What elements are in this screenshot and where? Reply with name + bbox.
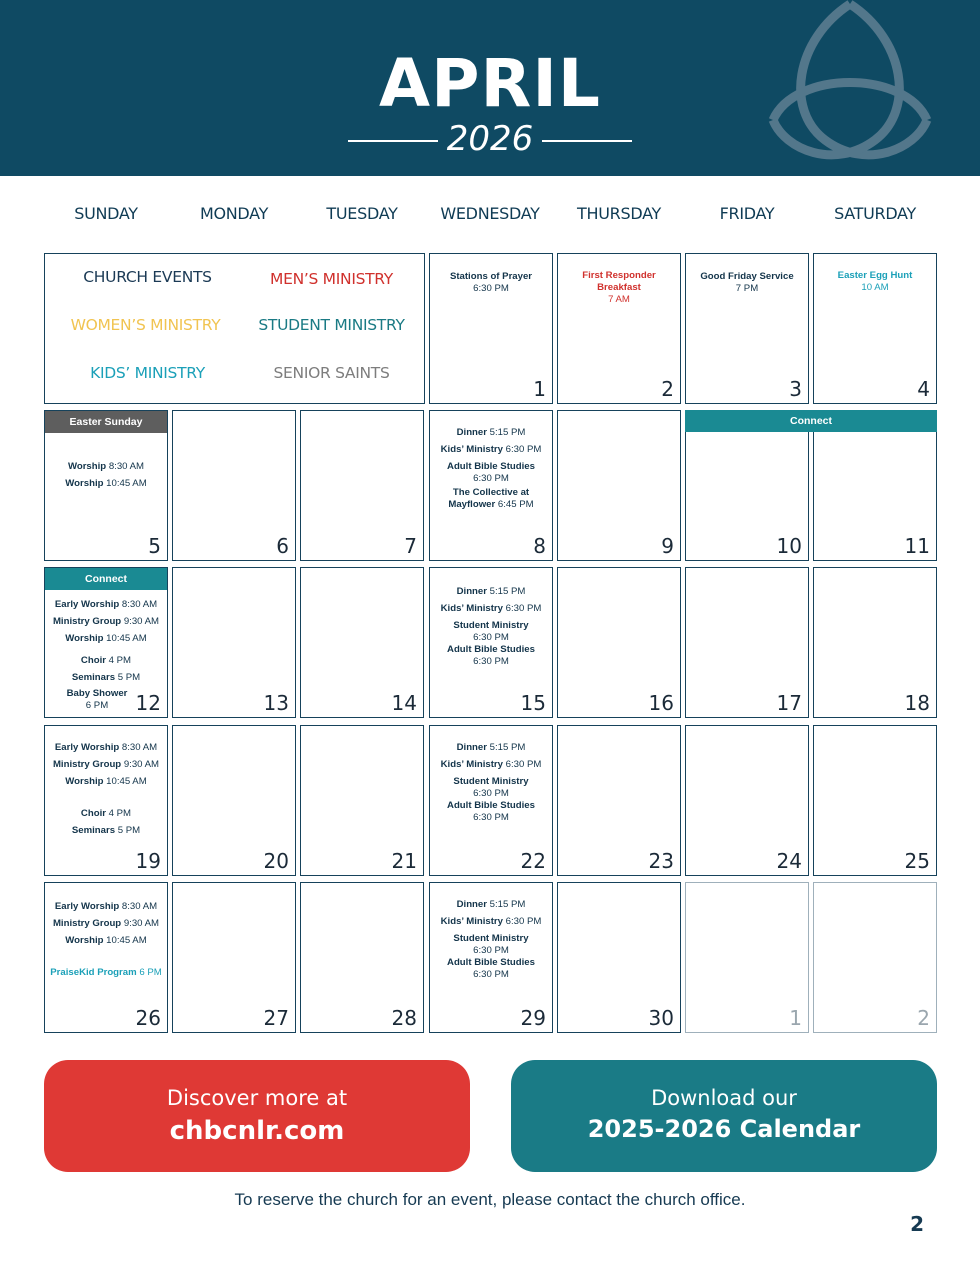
weekday-saturday: SATURDAY — [834, 204, 916, 223]
discover-url: chbcnlr.com — [169, 1116, 345, 1146]
day-cell[interactable] — [172, 882, 296, 1033]
day-number: 30 — [648, 1006, 674, 1030]
event-item: Stations of Prayer 6:30 PM — [449, 271, 533, 294]
event-item: Early Worship 8:30 AM — [54, 742, 158, 753]
event-item: Worship 10:45 AM — [65, 478, 147, 489]
day-cell[interactable] — [44, 410, 168, 561]
day-number: 10 — [776, 534, 802, 558]
event-item: Kids’ Ministry 6:30 PM — [440, 444, 542, 455]
day-number: 8 — [533, 534, 546, 558]
month-title: APRIL — [379, 45, 601, 122]
event-item: The Collective at Mayflower 6:45 PM — [448, 487, 534, 510]
day-number: 12 — [135, 691, 161, 715]
legend-church-events: CHURCH EVENTS — [83, 268, 212, 286]
event-item: Worship 8:30 AM — [67, 461, 145, 472]
day-number: 1 — [789, 1006, 802, 1030]
year-row — [0, 116, 980, 162]
event-item: PraiseKid Program 6 PM — [50, 967, 162, 978]
legend-kids-ministry: KIDS’ MINISTRY — [90, 364, 205, 382]
easter-sunday-banner: Easter Sunday — [45, 411, 167, 433]
day-number: 1 — [533, 377, 546, 401]
day-cell[interactable] — [300, 567, 424, 718]
day-cell[interactable] — [557, 253, 681, 404]
day-number: 26 — [135, 1006, 161, 1030]
event-item: Adult Bible Studies 6:30 PM — [447, 644, 535, 667]
event-item: Worship 10:45 AM — [65, 935, 147, 946]
day-cell[interactable] — [429, 725, 553, 876]
day-cell[interactable] — [172, 567, 296, 718]
day-cell[interactable] — [813, 410, 937, 561]
day-number: 21 — [391, 849, 417, 873]
event-item: Worship 10:45 AM — [65, 633, 147, 644]
day-cell[interactable] — [557, 882, 681, 1033]
day-cell[interactable] — [685, 253, 809, 404]
connect-banner: Connect — [45, 568, 167, 590]
event-item: Ministry Group 9:30 AM — [52, 616, 160, 627]
day-cell[interactable] — [44, 567, 168, 718]
day-number: 29 — [520, 1006, 546, 1030]
event-item: Baby Shower 6 PM — [66, 688, 128, 711]
event-item: Kids’ Ministry 6:30 PM — [440, 759, 542, 770]
day-cell[interactable] — [300, 410, 424, 561]
connect-banner: Connect — [685, 410, 937, 432]
event-item: Dinner 5:15 PM — [456, 742, 526, 753]
day-cell[interactable] — [429, 567, 553, 718]
weekday-wednesday: WEDNESDAY — [440, 204, 540, 223]
discover-line1: Discover more at — [166, 1086, 348, 1110]
day-number: 19 — [135, 849, 161, 873]
event-item: Choir 4 PM — [80, 808, 132, 819]
day-number: 7 — [404, 534, 417, 558]
event-item: Adult Bible Studies 6:30 PM — [447, 461, 535, 484]
day-cell[interactable] — [172, 725, 296, 876]
event-item: Student Ministry 6:30 PM — [453, 933, 529, 956]
day-number: 25 — [904, 849, 930, 873]
day-number: 28 — [391, 1006, 417, 1030]
day-cell[interactable] — [685, 725, 809, 876]
weekday-sunday: SUNDAY — [74, 204, 138, 223]
event-item: Kids’ Ministry 6:30 PM — [440, 603, 542, 614]
day-number: 14 — [391, 691, 417, 715]
event-item: Early Worship 8:30 AM — [54, 599, 158, 610]
day-cell[interactable] — [813, 253, 937, 404]
event-item: Choir 4 PM — [80, 655, 132, 666]
legend-mens-ministry: MEN’S MINISTRY — [270, 270, 393, 288]
day-number: 6 — [276, 534, 289, 558]
day-cell[interactable] — [429, 882, 553, 1033]
legend-womens-ministry: WOMEN’S MINISTRY — [70, 316, 221, 334]
year-title: 2026 — [446, 119, 534, 159]
weekday-thursday: THURSDAY — [577, 204, 661, 223]
event-item: Ministry Group 9:30 AM — [52, 759, 160, 770]
event-item: Kids’ Ministry 6:30 PM — [440, 916, 542, 927]
weekday-tuesday: TUESDAY — [326, 204, 398, 223]
next-month-day-cell — [813, 882, 937, 1033]
legend-student-ministry: STUDENT MINISTRY — [258, 316, 405, 334]
day-cell[interactable] — [813, 725, 937, 876]
day-number: 16 — [648, 691, 674, 715]
event-item: Dinner 5:15 PM — [456, 586, 526, 597]
day-cell[interactable] — [557, 725, 681, 876]
event-item: Easter Egg Hunt 10 AM — [837, 270, 913, 293]
weekday-monday: MONDAY — [199, 204, 269, 223]
day-number: 9 — [661, 534, 674, 558]
legend-senior-saints: SENIOR SAINTS — [273, 364, 390, 382]
day-cell[interactable] — [429, 253, 553, 404]
download-line2: 2025-2026 Calendar — [587, 1115, 861, 1143]
event-item: Adult Bible Studies 6:30 PM — [447, 800, 535, 823]
event-item: Adult Bible Studies 6:30 PM — [447, 957, 535, 980]
event-item: Dinner 5:15 PM — [456, 899, 526, 910]
event-item: Dinner 5:15 PM — [456, 427, 526, 438]
day-number: 18 — [904, 691, 930, 715]
day-number: 15 — [520, 691, 546, 715]
day-cell[interactable] — [44, 882, 168, 1033]
day-number: 23 — [648, 849, 674, 873]
day-cell[interactable] — [685, 410, 809, 561]
day-number: 11 — [904, 534, 930, 558]
event-item: First Responder Breakfast 7 AM — [582, 270, 656, 305]
reservation-note: To reserve the church for an event, please contact the church office. — [234, 1190, 746, 1209]
weekday-friday: FRIDAY — [719, 204, 775, 223]
day-number: 17 — [776, 691, 802, 715]
day-number: 22 — [520, 849, 546, 873]
page-number: 2 — [910, 1212, 924, 1236]
download-calendar-button[interactable] — [511, 1060, 937, 1172]
day-number: 13 — [263, 691, 289, 715]
day-number: 27 — [263, 1006, 289, 1030]
discover-more-button[interactable] — [44, 1060, 470, 1172]
day-cell[interactable] — [557, 410, 681, 561]
event-item: Student Ministry 6:30 PM — [453, 620, 529, 643]
download-line1: Download our — [651, 1086, 797, 1110]
day-cell[interactable] — [300, 725, 424, 876]
day-number: 2 — [661, 377, 674, 401]
day-number: 3 — [789, 377, 802, 401]
event-item: Student Ministry 6:30 PM — [453, 776, 529, 799]
day-number: 4 — [917, 377, 930, 401]
day-cell[interactable] — [429, 410, 553, 561]
event-item: Good Friday Service 7 PM — [700, 271, 794, 294]
next-month-day-cell — [685, 882, 809, 1033]
event-item: Seminars 5 PM — [71, 825, 141, 836]
header-banner — [0, 0, 980, 176]
event-item: Ministry Group 9:30 AM — [52, 918, 160, 929]
day-cell[interactable] — [685, 567, 809, 718]
day-cell[interactable] — [172, 410, 296, 561]
day-number: 20 — [263, 849, 289, 873]
legend-box — [44, 253, 425, 404]
day-number: 24 — [776, 849, 802, 873]
day-number: 5 — [148, 534, 161, 558]
day-cell[interactable] — [300, 882, 424, 1033]
day-cell[interactable] — [557, 567, 681, 718]
event-item: Seminars 5 PM — [71, 672, 141, 683]
event-item: Worship 10:45 AM — [65, 776, 147, 787]
day-number: 2 — [917, 1006, 930, 1030]
day-cell[interactable] — [44, 725, 168, 876]
day-cell[interactable] — [813, 567, 937, 718]
event-item: Early Worship 8:30 AM — [54, 901, 158, 912]
